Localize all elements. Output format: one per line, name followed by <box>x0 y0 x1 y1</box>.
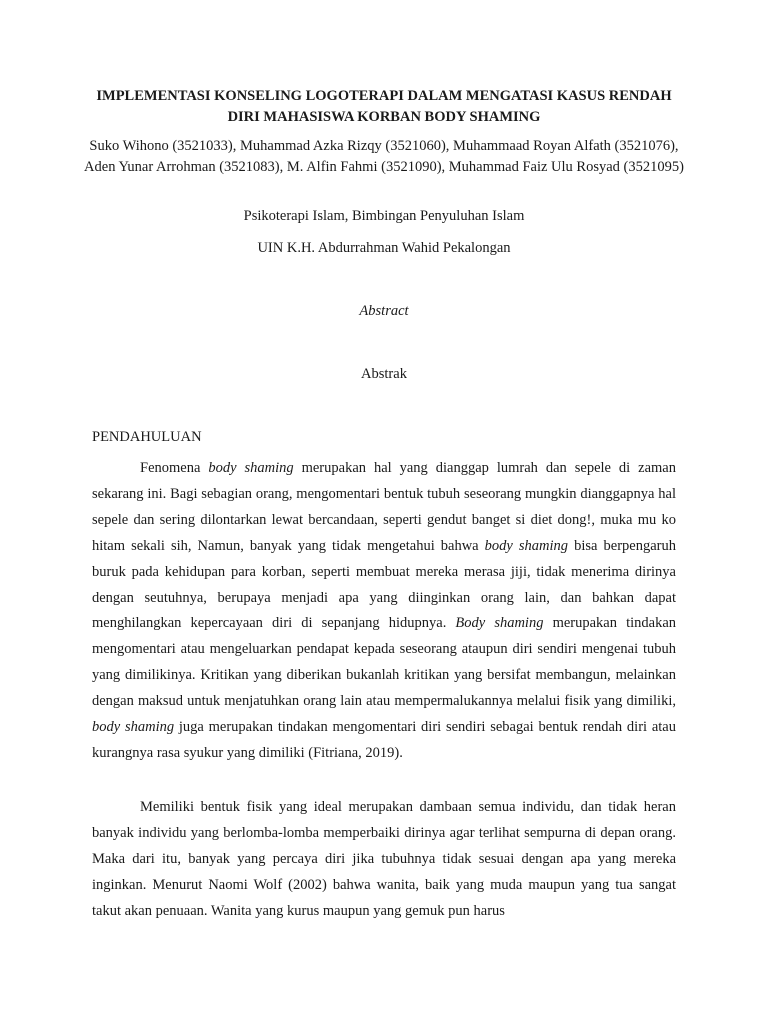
author-list: Suko Wihono (3521033), Muhammad Azka Rizqy (3521060), Muhammaad Royan Alfath (3521076), Aden Yunar Arrohman (3521083), M. Alfin Fahmi (3521090), Muhammad Faiz Ulu Rosyad (3521095) <box>84 138 684 175</box>
body-paragraph-1 <box>92 456 676 767</box>
italic-term: body shaming <box>484 537 569 554</box>
paragraph-text: merupakan tindakan mengomentari atau mengeluarkan pendapat kepada seseorang ataupun diri sendiri mengenai tubuh yang dimilikinya. Kritikan yang diberikan bukanlah kritikan yang bersifat membangun, melainkan dengan maksud untuk menjatuhkan orang lain atau mempermalukannya melalui fisik yang dimiliki, <box>92 615 677 710</box>
paragraph-text: merupakan hal yang dianggap lumrah dan sepele di zaman sekarang ini. Bagi sebagian orang, mengomentari bentuk tubuh seseorang mungkin dianggapnya hal sepele dan sering dilontarkan lewat bercandaan, seperti gendut banget si diet dong!, muka mu ko hitam sekali sih, Namun, banyak yang tidak mengetahui bahwa <box>92 460 676 554</box>
affiliation: Psikoterapi Islam, Bimbingan Penyuluhan Islam <box>243 208 525 224</box>
italic-term: Body shaming <box>455 615 544 632</box>
italic-term: body shaming <box>208 460 294 476</box>
university: UIN K.H. Abdurrahman Wahid Pekalongan <box>257 240 511 256</box>
section-heading: PENDAHULUAN <box>92 429 202 445</box>
paper-title: IMPLEMENTASI KONSELING LOGOTERAPI DALAM MENGATASI KASUS RENDAH DIRI MAHASISWA KORBAN BODY SHAMING <box>96 88 672 125</box>
abstract-heading-en: Abstract <box>359 303 409 319</box>
paragraph-text: bisa berpengaruh buruk pada kehidupan para korban, seperti membuat mereka merasa jiji, tidak menerima dirinya dengan seutuhnya, berupaya menjadi apa yang diinginkan orang lain, dan bahkan dapat menghilangkan kepercayaan diri di sepanjang hidupnya. <box>92 537 676 632</box>
paragraph-text: juga merupakan tindakan mengomentari diri sendiri sebagai bentuk rendah diri atau kurangnya rasa syukur yang dimiliki (Fitriana, 2019). <box>92 719 676 761</box>
body-paragraph-2: Memiliki bentuk fisik yang ideal merupakan dambaan semua individu, dan tidak heran banyak individu yang berlomba-lomba memperbaiki dirinya agar terlihat sempurna di depan orang. Maka dari itu, banyak yang percaya diri jika tubuhnya tidak sesuai dengan apa yang mereka inginkan. Menurut Naomi Wolf (2002) bahwa wanita, baik yang muda maupun yang tua sangat takut akan penuaan. Wanita yang kurus maupun yang gemuk pun harus <box>92 799 676 919</box>
paragraph-text: Fenomena <box>140 460 209 476</box>
abstract-heading-id: Abstrak <box>361 366 407 382</box>
italic-term: body shaming <box>92 719 175 736</box>
